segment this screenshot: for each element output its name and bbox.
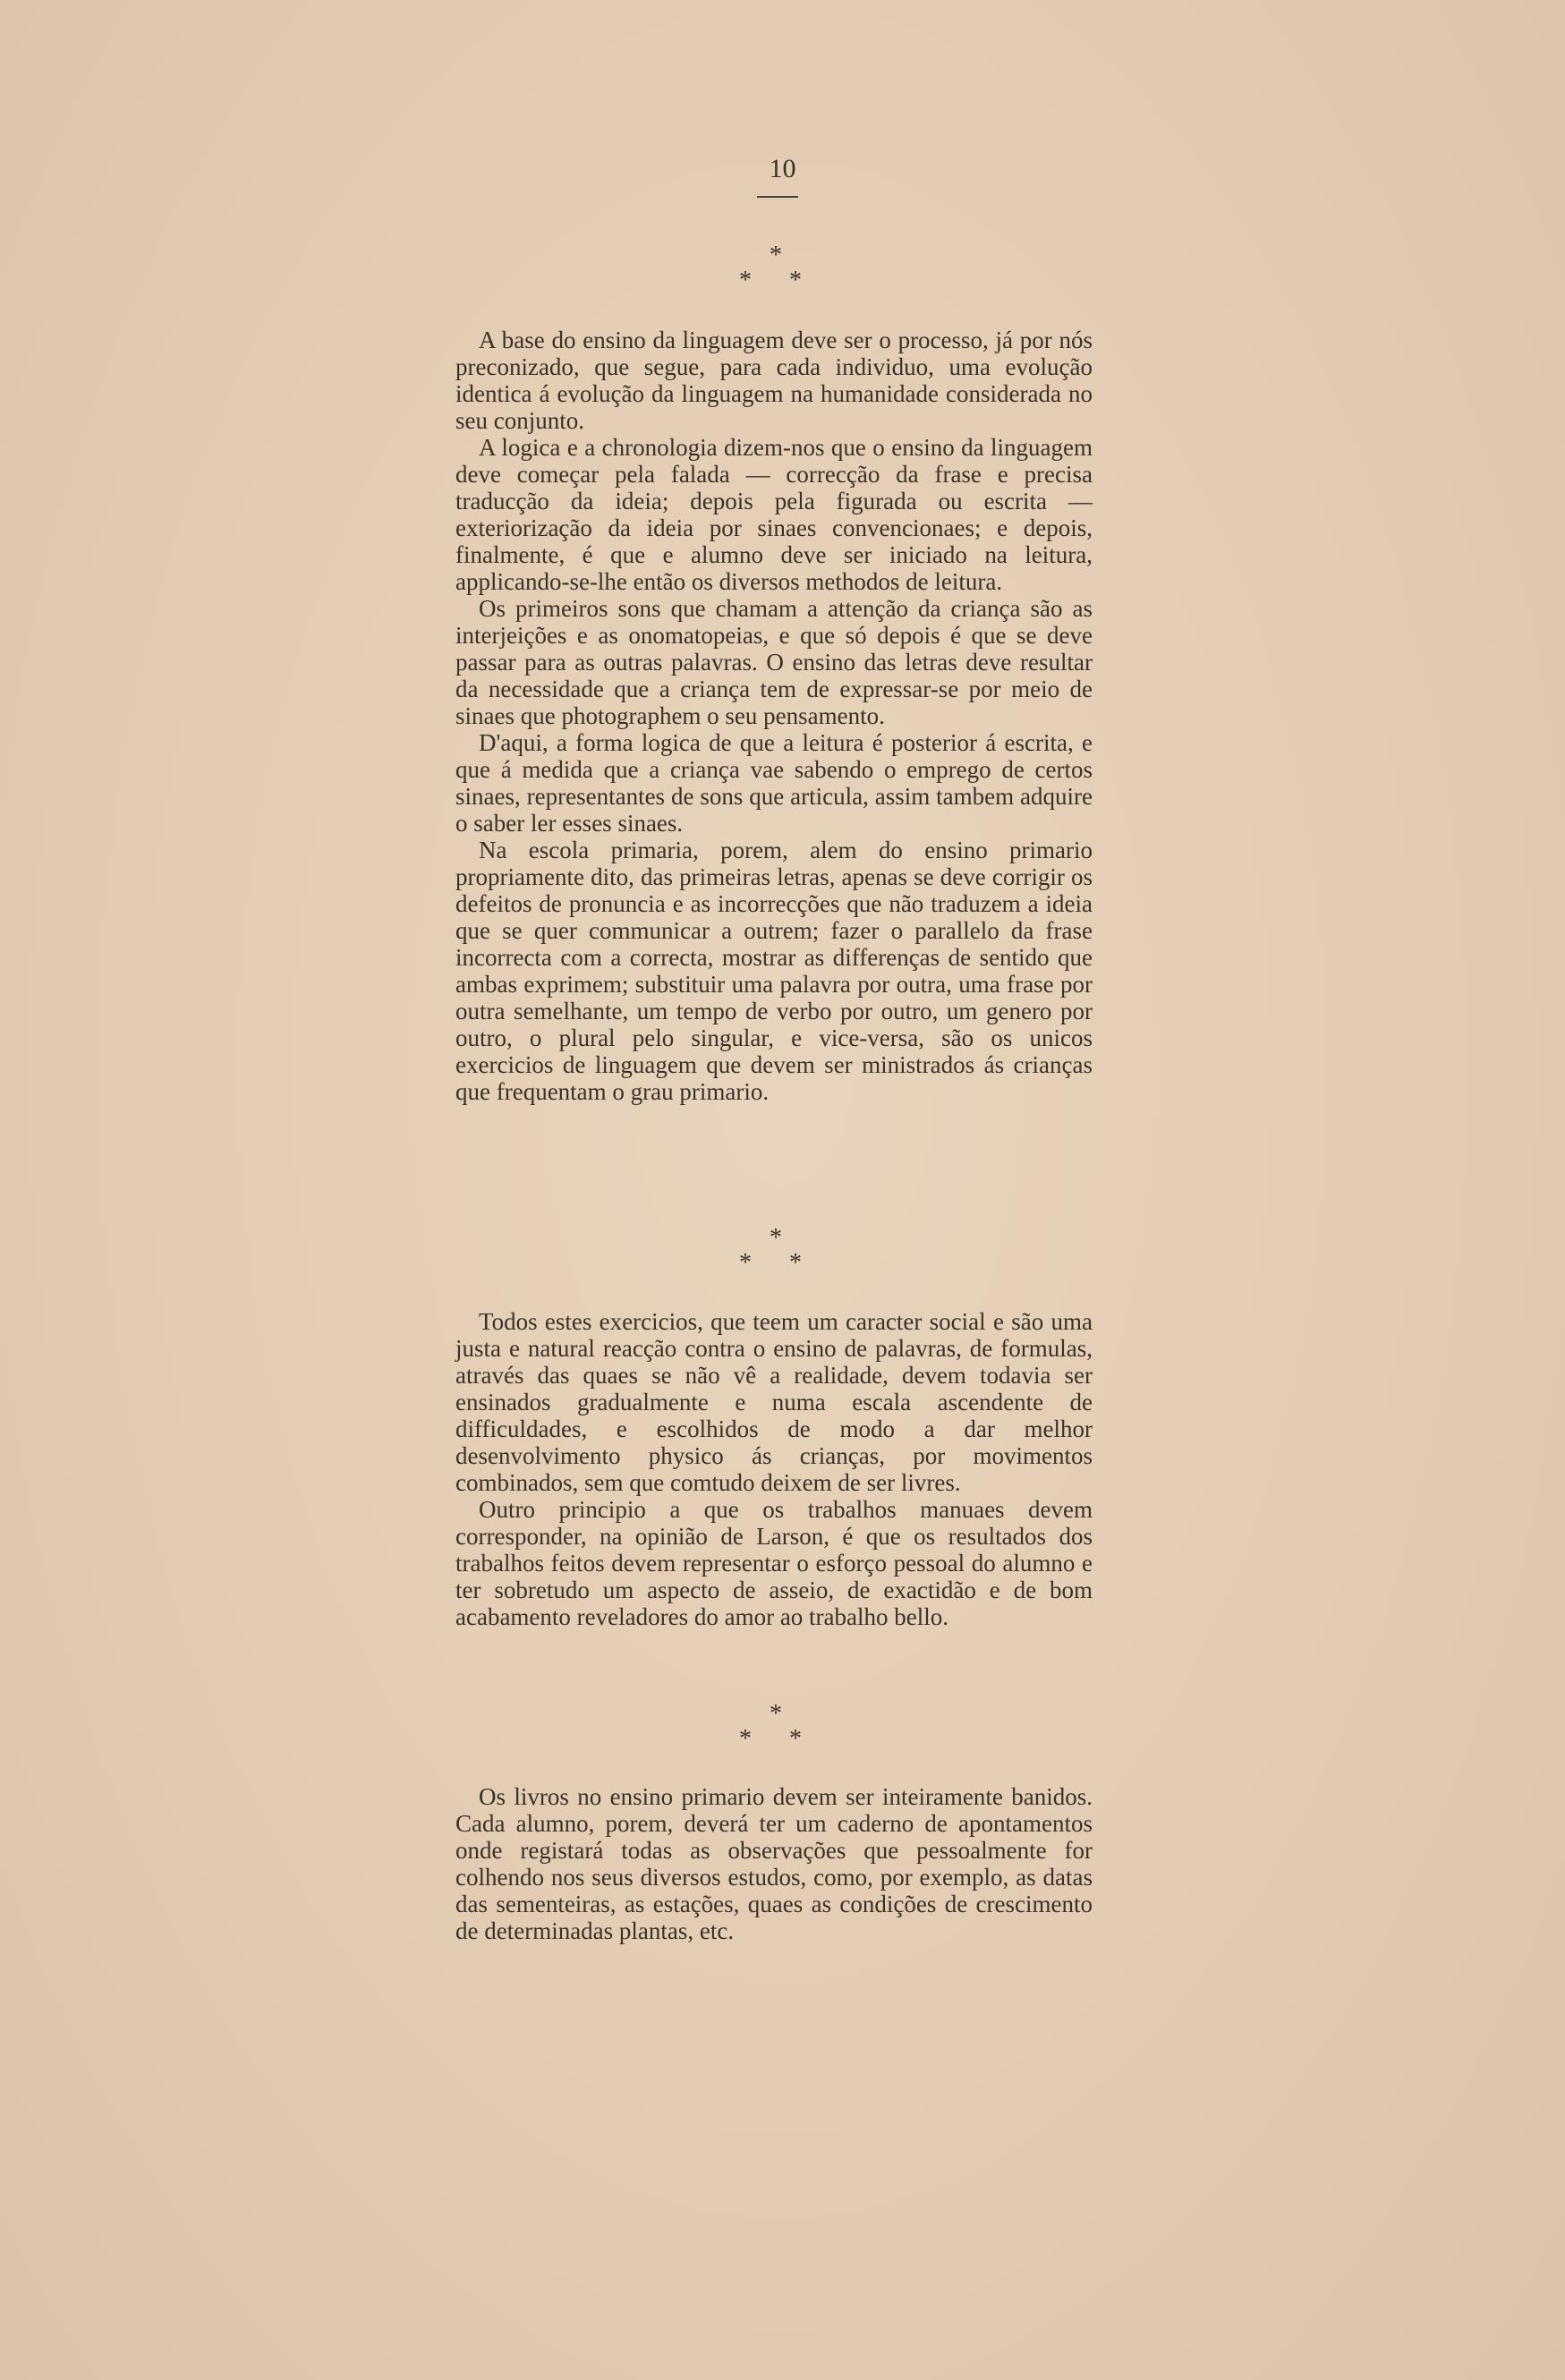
paragraph: A logica e a chronologia dizem-nos que o ensino da linguagem deve começar pela falada — correcção da frase e precisa traducção da ideia; depois pela figurada ou escrita — exteriorização da ideia por sinaes convencionaes; e depois, finalmente, é que e alumno deve ser iniciado na leitura, applicando-se-lhe então os diversos methodos de leitura. <box>455 434 1093 595</box>
asterism-star: * <box>789 1249 802 1277</box>
asterism-divider <box>0 1702 1565 1755</box>
asterism-divider <box>0 243 1565 297</box>
section-books <box>455 1783 1093 1944</box>
asterism-star: * <box>789 267 802 294</box>
paragraph: Outro principio a que os trabalhos manuaes devem corresponder, na opinião de Larson, é que os resultados dos trabalhos feitos devem representar o esforço pessoal do alumno e ter sobretudo um aspecto de asseio, de exactidão e de bom acabamento reveladores do amor ao trabalho bello. <box>455 1496 1093 1630</box>
section-language-teaching <box>455 327 1093 1105</box>
asterism-star: * <box>739 267 752 294</box>
page-number-rule <box>757 196 798 198</box>
paragraph: A base do ensino da linguagem deve ser o processo, já por nós preconizado, que segue, para cada individuo, uma evolução identica á evolução da linguagem na humanidade considerada no seu conjunto. <box>455 327 1093 434</box>
asterism-star: * <box>739 1249 752 1277</box>
asterism-star: * <box>739 1725 752 1753</box>
paragraph: Os livros no ensino primario devem ser inteiramente banidos. Cada alumno, porem, deverá ter um caderno de apontamentos onde registará todas as observações que pessoalmente for colhendo nos seus diversos estudos, como, por exemplo, as datas das sementeiras, as estações, quaes as condições de crescimento de determinadas plantas, etc. <box>455 1783 1093 1944</box>
paragraph: D'aqui, a forma logica de que a leitura é posterior á escrita, e que á medida que a criança vae sabendo o emprego de certos sinaes, representantes de sons que articula, assim tambem adquire o saber ler esses sinaes. <box>455 729 1093 837</box>
paragraph: Os primeiros sons que chamam a attenção da criança são as interjeições e as onomatopeias, e que só depois é que se deve passar para as outras palavras. O ensino das letras deve resultar da necessidade que a criança tem de expressar-se por meio de sinaes que photographem o seu pensamento. <box>455 595 1093 729</box>
paragraph: Todos estes exercicios, que teem um caracter social e são uma justa e natural reacção contra o ensino de palavras, de formulas, através das quaes se não vê a realidade, devem todavia ser ensinados gradualmente e numa escala ascendente de difficuldades, e escolhidos de modo a dar melhor desenvolvimento physico ás crianças, por movimentos combinados, sem que comtudo deixem de ser livres. <box>455 1308 1093 1496</box>
section-manual-work <box>455 1308 1093 1630</box>
page-number: 10 <box>769 154 796 183</box>
asterism-star: * <box>770 242 782 269</box>
asterism-star: * <box>789 1725 802 1753</box>
paragraph: Na escola primaria, porem, alem do ensino primario propriamente dito, das primeiras letras, apenas se deve corrigir os defeitos de pronuncia e as incorrecções que não traduzem a ideia que se quer communicar a outrem; fazer o parallelo da frase incorrecta com a correcta, mostrar as differenças de sentido que ambas exprimem; substituir uma palavra por outra, uma frase por outra semelhante, um tempo de verbo por outro, um genero por outro, o plural pelo singular, e vice-versa, são os unicos exercicios de linguagem que devem ser ministrados ás crianças que frequentam o grau primario. <box>455 837 1093 1105</box>
asterism-star: * <box>770 1224 782 1252</box>
asterism-star: * <box>770 1700 782 1728</box>
asterism-divider <box>0 1226 1565 1279</box>
